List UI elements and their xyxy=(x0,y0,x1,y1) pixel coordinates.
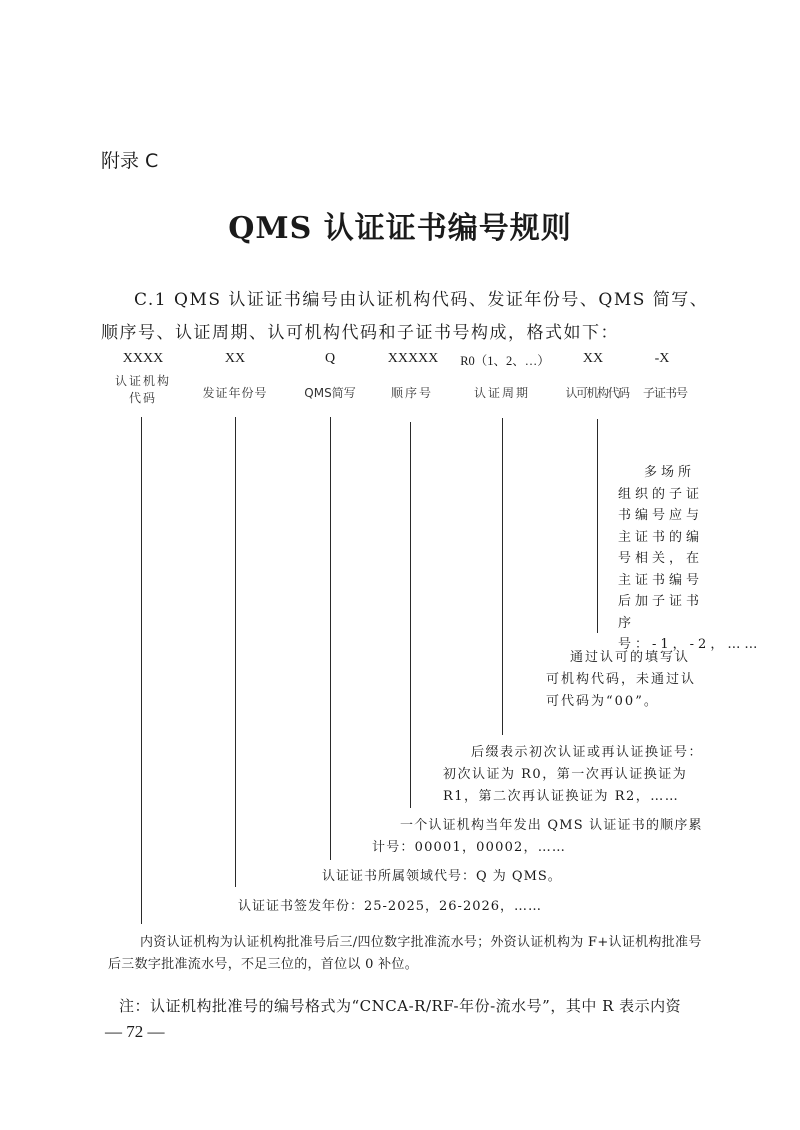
intro-paragraph: C.1 QMS 认证证书编号由认证机构代码、发证年份号、QMS 简写、顺序号、认证周期、认可机构代码和子证书号构成，格式如下： xyxy=(101,290,709,343)
label-cycle: 认证周期 xyxy=(473,386,530,400)
code-year: XX xyxy=(224,351,246,366)
connector-line-accreditation xyxy=(597,419,598,633)
code-body: XXXX xyxy=(122,351,164,366)
explanation-cycle: 后缀表示初次认证或再认证换证号：初次认证为 R0，第一次再认证换证为 R1，第二次再认证换证为 R2，…… xyxy=(443,745,704,804)
label-sequence: 顺序号 xyxy=(390,386,433,400)
code-sub: -X xyxy=(654,351,670,366)
connector-line-q xyxy=(330,417,331,860)
connector-line-year xyxy=(235,417,236,887)
code-cycle: R0（1、2、…） xyxy=(460,354,550,368)
explanation-accreditation: 通过认可的填写认可机构代码，未通过认可代码为“00”。 xyxy=(546,650,697,709)
page-title: QMS 认证证书编号规则 xyxy=(228,211,572,246)
code-q: Q xyxy=(324,351,336,366)
explanation-domain: 认证证书所属领域代号：Q 为 QMS。 xyxy=(322,869,562,884)
explanation-sub-certificate: 多场所组织的子证书编号应与主证书的编号相关，在主证书编号后加子证书序号：-1，-2，…… xyxy=(618,465,762,652)
connector-line-cycle xyxy=(502,418,503,735)
label-body: 认证机构代码 xyxy=(114,374,171,405)
explanation-year: 认证证书签发年份：25-2025，26-2026，…… xyxy=(238,899,543,914)
label-q: QMS简写 xyxy=(304,386,356,400)
connector-line-sequence xyxy=(410,422,411,808)
explanation-sequence: 一个认证机构当年发出 QMS 认证证书的顺序累计号：00001，00002，…… xyxy=(372,818,703,855)
page-number: — 72 — xyxy=(105,1022,165,1041)
code-accreditation: XX xyxy=(582,351,604,366)
appendix-label: 附录 C xyxy=(101,150,159,172)
code-sequence: XXXXX xyxy=(387,351,439,366)
label-sub: 子证书号 xyxy=(642,386,687,400)
footnote: 注：认证机构批准号的编号格式为“CNCA-R/RF-年份-流水号”，其中 R 表示内资 xyxy=(119,997,682,1015)
explanation-body-code: 内资认证机构为认证机构批准号后三/四位数字批准流水号；外资认证机构为 F+认证机构批准号后三数字批准流水号，不足三位的，首位以 0 补位。 xyxy=(108,935,702,972)
label-year: 发证年份号 xyxy=(202,386,268,400)
connector-line-body xyxy=(141,417,142,924)
label-accreditation: 认可机构代码 xyxy=(565,386,629,400)
